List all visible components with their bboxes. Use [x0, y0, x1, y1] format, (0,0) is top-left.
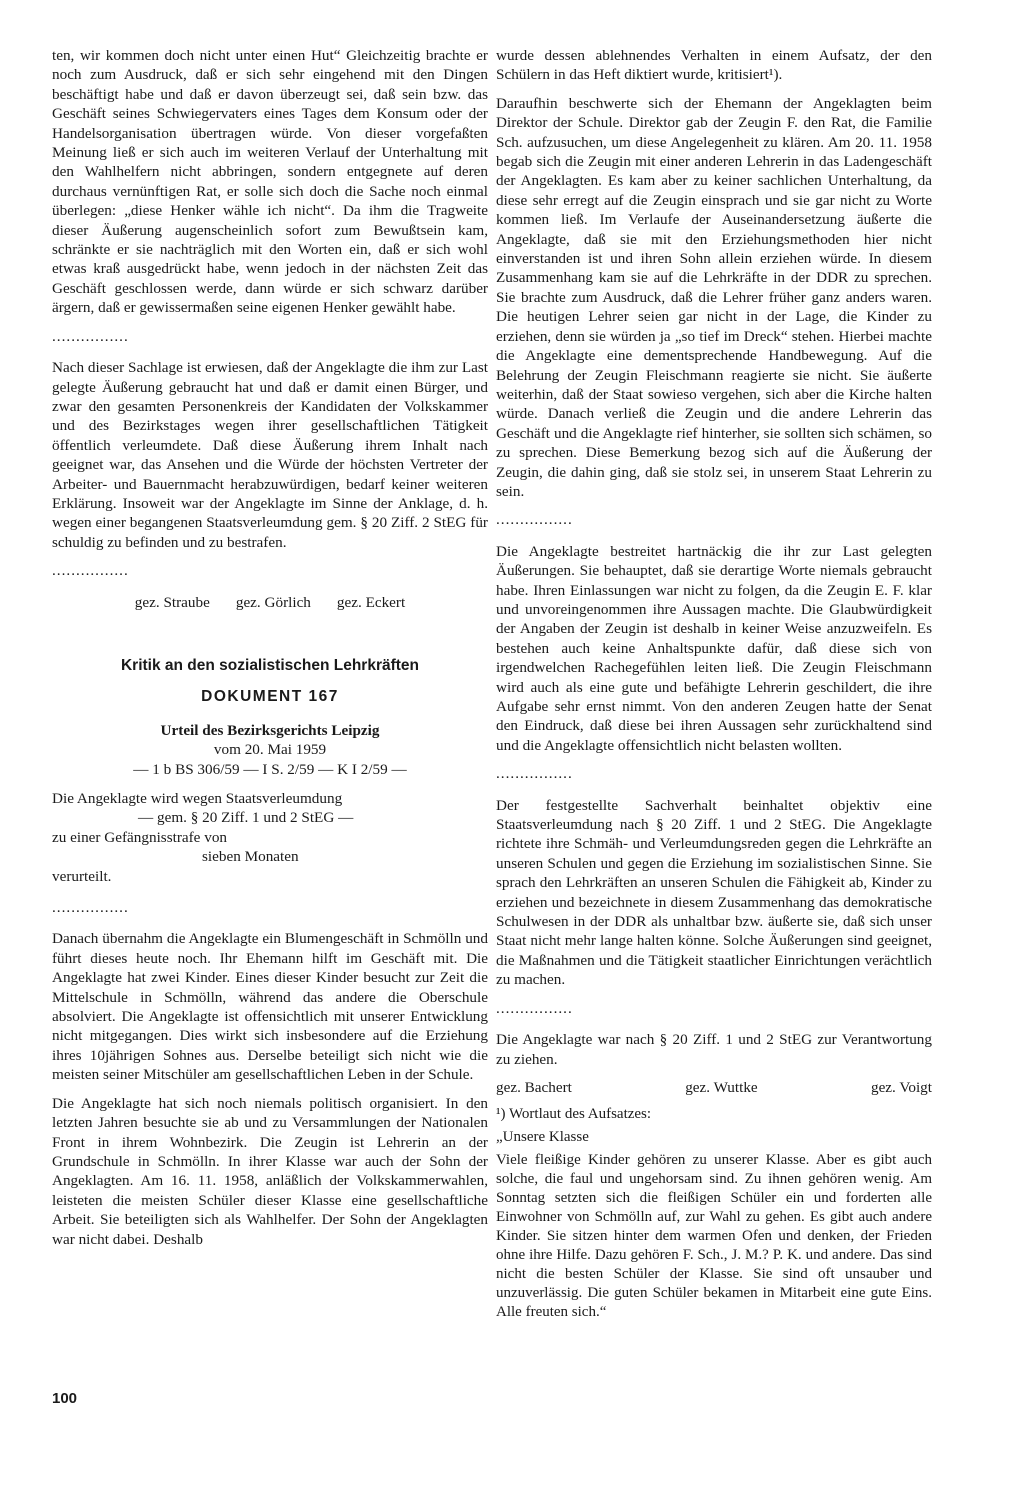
signature: gez. Straube — [134, 593, 210, 611]
signature-line — [52, 593, 488, 612]
verdict-line: verurteilt. — [52, 867, 112, 885]
judgment-date: vom 20. Mai 1959 — [213, 741, 327, 759]
right-column — [496, 46, 932, 1326]
section-heading: Kritik an den sozialistischen Lehrkräften — [120, 656, 420, 674]
paragraph: Nach dieser Sachlage ist erwiesen, daß der Angeklagte die ihm zur Last gelegte Äußerung gebraucht hat und daß er damit einen Bürger, und zwar den gesamten Personenkreis der Kandidaten der Volkskammer und des Bezirkstages wegen ihrer gesellschaftlichen Tätigkeit öffentlich verleumdete. Daß diese Äußerung ihrem Inhalt nach geeignet war, das Ansehen und die Würde der höchsten Vertreter der Arbeiter- und Bauernmacht herabzuwürdigen, bedarf keiner weiteren Erklärung. Insoweit war der Angeklagte im Sinne der Anklage, d. h. wegen einer begangenen Staatsverleumdung gem. § 20 Ziff. 2 StEG für schuldig zu befinden und zu bestrafen. — [52, 359, 488, 551]
omission-dots: ................ — [496, 999, 573, 1017]
signature: gez. Bachert — [496, 1078, 572, 1096]
document-number: DOKUMENT 167 — [201, 688, 339, 706]
paragraph: Die Angeklagte bestreitet hartnäckig die ihr zur Last gelegten Äußerungen. Sie behauptet, daß sie derartige Worte niemals gebraucht habe. Ihren Einlassungen war nicht zu folgen, da die Zeugin E. F. klar und unvoreingenommen ihre Aussagen machte. Die Glaubwürdigkeit der Angaben der Zeugin ist deshalb in keiner Weise anzuzweifeln. Es bestehen auch keine Anhaltspunkte dafür, daß diese sich von irgendwelchen Rachegefühlen leiten ließ. Die Zeugin Fleischmann wird auch als eine gute und befähigte Lehrerin geschildert, die ihre Aufgabe sehr ernst nimmt. Von den anderen Zeugen hatte der Senat den Eindruck, daß diese bei ihren Aussagen sehr zurückhaltend sind und die Angeklagte offensichtlich nicht belasten wollten. — [496, 542, 932, 754]
signature: gez. Eckert — [336, 593, 406, 611]
page-number: 100 — [52, 1390, 78, 1407]
verdict-line: Die Angeklagte wird wegen Staatsverleumdung — [52, 790, 343, 807]
footnote-text: Viele fleißige Kinder gehören zu unserer Klasse. Aber es gibt auch solche, die faul und ungehorsam sind. Zu ihnen gehören wenig. Am Sonntag setzten sich die fleißigen Schüler ein und forderten alle Einwohner von Schmölln auf, zur Wahl zu gehen. Es gibt auch andere Kinder. Sie sitzen hinter dem warmen Ofen und denken, der Frieden ohne ihre Hilfe. Dazu gehören F. Sch., J. M.? P. K. und andere. Das sind nicht die besten Schüler der Klasse. Sie sind oft unsauber und unzuverlässig. Die guten Schüler bekamen in Mitarbeit eine gute Eins. Alle freuten sich.“ — [496, 1152, 932, 1321]
paragraph: Die Angeklagte war nach § 20 Ziff. 1 und 2 StEG zur Verantwortung zu ziehen. — [496, 1031, 932, 1068]
paragraph: Der festgestellte Sachverhalt beinhaltet objektiv eine Staatsverleumdung nach § 20 Ziff. 1 und 2 StEG. Die Angeklagte richtete ihre Schmäh- und Verleumdungsreden gegen die Lehrkräfte an unseren Schulen und gegen die Erziehung im sozialistischen Sinne. Sie sprach den Lehrkräften an unseren Schulen die Fähigkeit ab, Kinder zu erziehen und bezeichnete in diesem Zusammenhang das demokratische Schulwesen in der DDR als unhaltbar bzw. äußerte sie, daß sich unser Staat nicht mehr lange halten könne. Solche Äußerungen sind geeignet, die Maßnahmen und die Tätigkeit staatlicher Einrichtungen verächtlich zu machen. — [496, 796, 932, 989]
omission-dots: ................ — [52, 899, 129, 917]
footnote-title: „Unsere Klasse — [496, 1129, 589, 1146]
verdict — [52, 789, 488, 886]
paragraph: wurde dessen ablehnendes Verhalten in einem Aufsatz, der den Schülern in das Heft diktiert wurde, kritisiert¹). — [496, 47, 932, 84]
omission-dots: ................ — [52, 327, 129, 345]
footnote-marker: ¹) Wortlaut des Aufsatzes: — [496, 1106, 652, 1123]
footnote — [496, 1105, 932, 1322]
paragraph: ten, wir kommen doch nicht unter einen Hut“ Gleichzeitig brachte er noch zum Ausdruck, daß er sich sehr eingehend mit den Dingen beschäftigt habe und daß er davon überzeugt sei, daß sein bzw. das Geschäft seines Schwiegervaters eines Tages dem Konsum oder der Handelsorganisation übertragen würde. Von dieser vorgefaßten Meinung ließ er sich auch im weiteren Verlauf der Unterhaltung mit den Wahlhelfern nicht abbringen, sondern entgegnete auf deren durchaus vernünftigen Rat, er solle sich doch die Sache noch einmal überlegen: „diese Henker wähle ich nicht“. Da ihm die Tragweite dieser Äußerung augenscheinlich sofort zum Bewußtsein kam, schränkte er sie nachträglich mit den Worten ein, daß er sich wohl etwas kraß ausgedrückt habe, wenn jedoch in der nächsten Zeit das Geschäft geschlossen werde, dann würde er sich schwarz darüber ärgern, daß er gewissermaßen seine eigenen Henker gewählt habe. — [52, 47, 488, 317]
omission-dots: ................ — [496, 511, 573, 529]
left-column — [52, 46, 488, 1258]
verdict-line: — gem. § 20 Ziff. 1 und 2 StEG — — [138, 809, 354, 827]
signature: gez. Wuttke — [685, 1078, 758, 1096]
omission-dots: ................ — [496, 765, 573, 783]
judgment-title: Urteil des Bezirksgerichts Leipzig — [160, 721, 380, 739]
verdict-line: zu einer Gefängnisstrafe von — [52, 828, 228, 846]
verdict-line: sieben Monaten — [202, 848, 299, 866]
omission-dots: ................ — [52, 562, 129, 580]
paragraph: Daraufhin beschwerte sich der Ehemann der Angeklagten beim Direktor der Schule. Direktor gab der Zeugin F. den Rat, die Familie Sch. aufzusuchen, um diese Angelegenheit zu klären. Am 20. 11. 1958 begab sich die Zeugin mit einer anderen Lehrerin in das Ladengeschäft der Angeklagten. Es kam aber zu keiner sachlichen Unterhaltung, da diese sehr erregt auf die Zeugin einsprach und sie gar nicht zu Worte kommen ließ. Im Verlaufe der Auseinandersetzung äußerte die Angeklagte, daß sie mit den Erziehungsmethoden hier nicht einverstanden ist und ihren Sohn allein erziehen würde. In diesem Zusammenhang kam sie auf die Lehrkräfte in der DDR zu sprechen. Sie brachte zum Ausdruck, daß die Lehrer früher ganz anders waren. Die heutigen Lehrer seien gar nicht in der Lage, die Kinder zu erziehen, denn sie würden ja „so tief im Dreck“ stehen. Hierbei machte die Angeklagte eine dementsprechende Handbewegung. Auf die Belehrung der Zeugin Fleischmann reagierte sie nicht. Sie äußerte weiterhin, daß der Staat sowieso vergehen, sich aber die Kirche halten würde. Danach verließ die Zeugin und die andere Lehrerin das Geschäft und die Angeklagte rief hinterher, sie sollten sich schämen, so zu sprechen. Diese Bemerkung bezog sich auf die Äußerung der Zeugin, die dahin ging, daß sie stolz sei, in unserem Staat Lehrerin zu sein. — [496, 94, 932, 500]
paragraph: Die Angeklagte hat sich noch niemals politisch organisiert. In den letzten Jahren besuchte sie ab und zu Versammlungen der Nationalen Front in ihrem Wohnbezirk. Die Zeugin ist Lehrerin an der Grundschule in Schmölln. In ihrer Klasse war auch der Sohn der Angeklagten. Am 16. 11. 1958, anläßlich der Volkskammerwahlen, leisteten die meisten Schüler dieser Klasse eine gesellschaftliche Arbeit. Sie beteiligten sich als Wahlhelfer. Der Sohn der Angeklagten war nicht dabei. Deshalb — [52, 1094, 488, 1248]
signature: gez. Görlich — [235, 593, 311, 611]
file-numbers: — 1 b BS 306/59 — I S. 2/59 — K I 2/59 — — [133, 760, 407, 778]
paragraph: Danach übernahm die Angeklagte ein Blumengeschäft in Schmölln und führt dieses heute noch. Ihr Ehemann hilft im Geschäft mit. Die Angeklagte hat zwei Kinder. Eines dieser Kinder besucht zur Zeit die Mittelschule in Schmölln, während das andere die Oberschule absolviert. Die Angeklagte ist offensichtlich mit unserer Entwicklung nicht mitgegangen. Dies wirkt sich insbesondere auf die Erziehung ihres 10jährigen Sohnes aus. Derselbe beteiligt sich nicht wie die meisten seiner Mitschüler am gesellschaftlichen Leben in der Schule. — [52, 930, 488, 1084]
signature: gez. Voigt — [870, 1078, 932, 1096]
signature-line — [496, 1078, 932, 1097]
